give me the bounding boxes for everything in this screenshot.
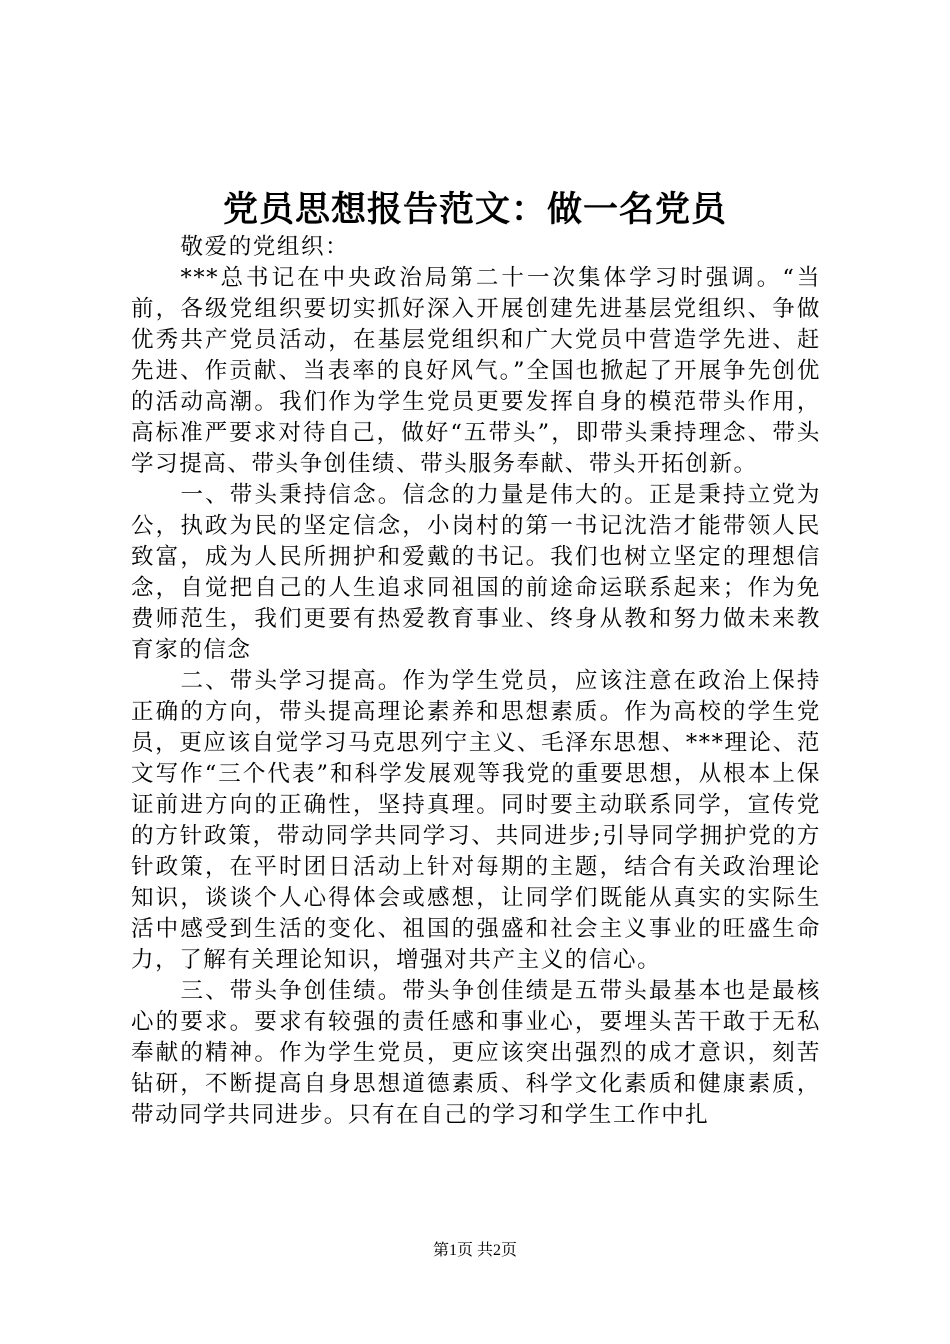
paragraph-intro: ***总书记在中央政治局第二十一次集体学习时强调。“当前，各级党组织要切实抓好深入开展创建先进基层党组织、争做优秀共产党员活动，在基层党组织和广大党员中营造学先进、赶先进、作贡献、当表率的良好风气。”全国也掀起了开展争先创优的活动高潮。我们作为学生党员更要发挥自身的模范带头作用，高标准严要求对待自己，做好“五带头”，即带头秉持理念、带头学习提高、带头争创佳绩、带头服务奉献、带头开拓创新。: [131, 265, 821, 477]
paragraph-point-one: 一、带头秉持信念。信念的力量是伟大的。正是秉持立党为公，执政为民的坚定信念，小岗村的第一书记沈浩才能带领人民致富，成为人民所拥护和爱戴的书记。我们也树立坚定的理想信念，自觉把自己的人生追求同祖国的前途命运联系起来；作为免费师范生，我们更要有热爱教育事业、终身从教和努力做未来教育家的信念: [131, 482, 821, 663]
paragraph-point-three: 三、带头争创佳绩。带头争创佳绩是五带头最基本也是最核心的要求。要求有较强的责任感和事业心，要埋头苦干敢于无私奉献的精神。作为学生党员，更应该突出强烈的成才意识，刻苦钻研，不断提高自身思想道德素质、科学文化素质和健康素质，带动同学共同进步。只有在自己的学习和学生工作中扎: [131, 978, 821, 1128]
document-title: 党员思想报告范文：做一名党员: [222, 189, 727, 230]
document-body: [131, 232, 821, 1131]
page-number-footer: 第1页 共2页: [432, 1242, 517, 1259]
paragraph-point-two: 二、带头学习提高。作为学生党员，应该注意在政治上保持正确的方向，带头提高理论素养和思想素质。作为高校的学生党员，更应该自觉学习马克思列宁主义、毛泽东思想、***理论、范文写作“三个代表”和科学发展观等我党的重要思想，从根本上保证前进方向的正确性，坚持真理。同时要主动联系同学，宣传党的方针政策，带动同学共同学习、共同进步;引导同学拥护党的方针政策，在平时团日活动上针对每期的主题，结合有关政治理论知识，谈谈个人心得体会或感想，让同学们既能从真实的实际生活中感受到生活的变化、祖国的强盛和社会主义事业的旺盛生命力，了解有关理论知识，增强对共产主义的信心。: [131, 668, 821, 973]
salutation: 敬爱的党组织：: [180, 234, 350, 260]
